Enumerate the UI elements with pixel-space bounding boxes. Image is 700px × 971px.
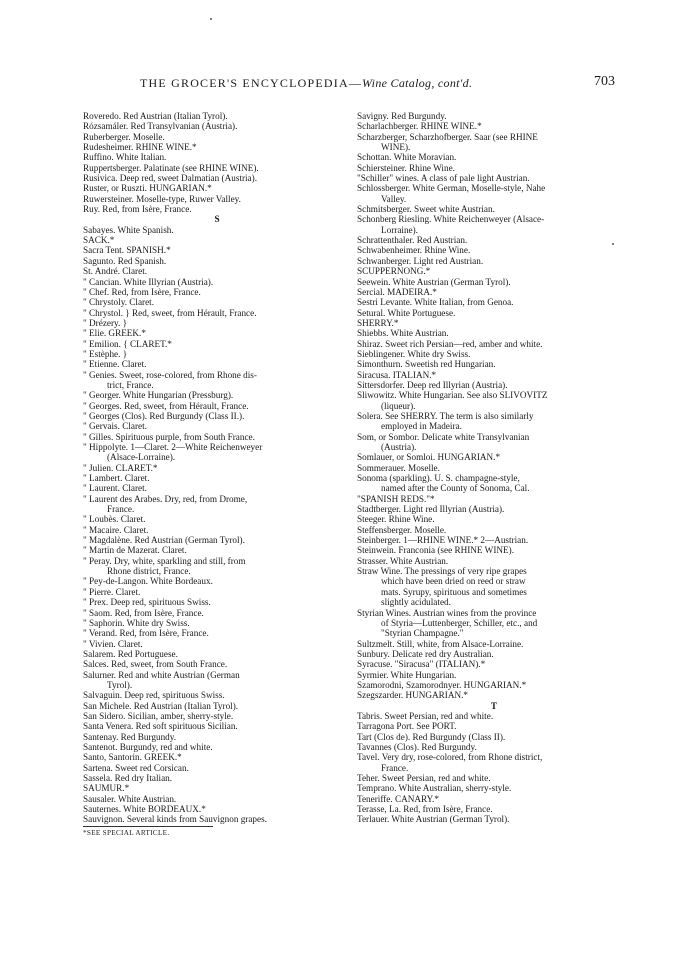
running-title: THE GROCER'S ENCYCLOPEDIA— <box>140 76 363 90</box>
entry-line: Ruster, or Ruszti. HUNGARIAN.* <box>83 183 212 194</box>
section-title: Wine Catalog, cont'd. <box>362 76 473 90</box>
entry-line: San Sidero. Sicilian, amber, sherry-style. <box>83 710 234 721</box>
entry-line: " Genies. Sweet, rose-colored, from Rhone dis- <box>83 369 257 380</box>
entry-line: Teneriffe. CANARY.* <box>357 793 439 804</box>
entry-line: "SPANISH REDS."* <box>357 493 435 504</box>
entry-line: Terasse, La. Red, from Isère, France. <box>357 804 493 815</box>
entry-line: Tavannes (Clos). Red Burgundy. <box>357 741 477 752</box>
entry-line: mats. Syrupy, spirituous and sometimes <box>381 586 527 597</box>
entry-line: " Elie. GREEK.* <box>83 328 146 339</box>
entry-line: Syrmier. White Hungarian. <box>357 669 457 680</box>
entry-line: Ruy. Red, from Isère, France. <box>83 204 192 215</box>
entry-line: Rhone district, France. <box>107 566 191 577</box>
entry-line: Santenay. Red Burgundy. <box>83 731 177 742</box>
entry-line: " Saphorin. White dry Swiss. <box>83 617 190 628</box>
section-letter: S <box>214 214 220 225</box>
entry-line: Salvaguin. Deep red, spirituous Swiss. <box>83 690 225 701</box>
entry-line: "Styrian Champagne." <box>381 628 464 639</box>
entry-line: " Cancian. White Illyrian (Austria). <box>83 276 214 287</box>
entry-line: Salces. Red, sweet, from South France. <box>83 659 228 670</box>
entry-line: which have been dried on reed or straw <box>381 576 526 587</box>
entry-line: Sassela. Red dry Italian. <box>83 773 173 783</box>
right-column <box>357 111 631 825</box>
entry-line: slightly acidulated. <box>381 597 451 608</box>
entry-line: Sunbury. Delicate red dry Australian. <box>357 648 494 659</box>
entry-line: Sultzmelt. Still, white, from Alsace-Lorraine. <box>357 638 524 649</box>
entry-line: San Michele. Red Austrian (Italian Tyrol). <box>83 700 239 711</box>
speck <box>210 18 212 20</box>
entry-line: Sabayes. White Spanish. <box>83 224 174 235</box>
entry-line: Tyrol). <box>107 679 133 690</box>
entry-line: Sercial. MADEIRA.* <box>357 286 437 297</box>
entry-line: Rózsamáler. Red Transylvanian (Austria). <box>83 121 238 132</box>
entry-line: " Chrystol. } Red, sweet, from Hérault, France. <box>83 307 257 318</box>
entry-line: Tabris. Sweet Persian, red and white. <box>357 710 494 721</box>
entry-line: Lorraine). <box>381 224 418 235</box>
page-number: 703 <box>594 74 615 89</box>
entry-line: " Martin de Mazerat. Claret. <box>83 545 187 556</box>
entry-line: Sausaler. White Austrian. <box>83 793 177 804</box>
entry-line: Sittersdorfer. Deep red Illyrian (Austria). <box>357 379 508 390</box>
speck <box>612 243 614 245</box>
entry-line: Schrattenthaler. Red Austrian. <box>357 235 468 246</box>
entry-line: Schottan. White Moravian. <box>357 152 457 163</box>
entry-line: employed in Madeira. <box>381 421 462 432</box>
entry-line: " Estèphe. } <box>83 348 128 359</box>
entry-line: Ruffino. White Italian. <box>83 152 167 163</box>
entry-line: Tavel. Very dry, rose-colored, from Rhone district, <box>357 752 543 763</box>
entry-line: France. <box>381 762 409 773</box>
entry-line: Ruwersteiner. Moselle-type, Ruwer Valley. <box>83 193 241 204</box>
entry-line: St. André. Claret. <box>83 266 148 277</box>
entry-line: Salarem. Red Portuguese. <box>83 648 178 659</box>
entry-line: Schonberg Riesling. White Reichenweyer (Alsace- <box>357 214 545 225</box>
entry-line: " Vivien. Claret. <box>83 638 143 649</box>
entry-line: Steinberger. 1—RHINE WINE.* 2—Austrian. <box>357 535 529 546</box>
entry-line: " Loubès. Claret. <box>83 514 146 525</box>
entry-line: Schwanberger. Light red Austrian. <box>357 255 484 266</box>
entry-line: Sestri Levante. White Italian, from Genoa. <box>357 297 514 308</box>
entry-line: " Gilles. Spirituous purple, from South France. <box>83 431 255 442</box>
entry-line: Syracuse. "Siracusa" (ITALIAN).* <box>357 659 486 670</box>
entry-line: Rusivica. Deep red, sweet Dalmatian (Austria). <box>83 173 257 184</box>
entry-line: Schiersteiner. Rhine Wine. <box>357 162 455 173</box>
entry-line: Szegszarder. HUNGARIAN.* <box>357 690 468 701</box>
entry-line: Schwabenheimer. Rhine Wine. <box>357 245 471 256</box>
entry-line: Santa Venera. Red soft spirituous Sicilian. <box>83 721 238 732</box>
entry-line: Steeger. Rhine Wine. <box>357 514 435 525</box>
entry-line: Szamorodni, Szamorodnyer. HUNGARIAN.* <box>357 679 527 690</box>
entry-line: " Chef. Red, from Isère, France. <box>83 286 201 297</box>
entry-line: named after the County of Sonoma, Cal. <box>381 483 530 494</box>
entry-line: " Georges. Red, sweet, from Hérault, France. <box>83 400 249 411</box>
entry-line: Somlauer, or Somloi. HUNGARIAN.* <box>357 452 501 463</box>
entry-line: Stadtberger. Light red Illyrian (Austria). <box>357 504 505 515</box>
entry-line: Som, or Sombor. Delicate white Transylvanian <box>357 431 530 442</box>
entry-line: Steffensberger. Moselle. <box>357 524 447 535</box>
entry-line: SCUPPERNONG.* <box>357 266 431 277</box>
left-column <box>83 111 351 825</box>
entry-line: " Pierre. Claret. <box>83 586 141 597</box>
entry-line: Roveredo. Red Austrian (Italian Tyrol). <box>83 111 228 121</box>
entry-line: Sonoma (sparkling). U. S. champagne-style, <box>357 473 520 484</box>
entry-line: Scharlachberger. RHINE WINE.* <box>357 121 482 132</box>
entry-line: " Georges (Clos). Red Burgundy (Class II.). <box>83 410 245 421</box>
entry-line: Schlossberger. White German, Moselle-style, Nahe <box>357 183 546 194</box>
entry-line: Simonthurn. Sweetish red Hungarian. <box>357 359 496 370</box>
entry-line: " Hippolyte. 1—Claret. 2—White Reichenweyer <box>83 442 263 452</box>
entry-line: Setural. White Portuguese. <box>357 307 456 318</box>
entry-line: Salurner. Red and white Austrian (German <box>83 669 240 680</box>
footnote: *SEE SPECIAL ARTICLE. <box>83 829 170 837</box>
entry-line: " Saom. Red, from Isère, France. <box>83 607 204 618</box>
entry-line: Temprano. White Australian, sherry-style. <box>357 783 512 794</box>
entry-line: Steinwein. Franconia (see RHINE WINE). <box>357 545 514 556</box>
entry-line: Tart (Clos de). Red Burgundy (Class II). <box>357 731 506 742</box>
entry-line: SHERRY.* <box>357 317 399 328</box>
entry-line: Savigny. Red Burgundy. <box>357 111 447 121</box>
entry-line: Sommerauer. Moselle. <box>357 462 440 473</box>
entry-line: " Chrystoly. Claret. <box>83 297 155 308</box>
entry-line: Shiraz. Sweet rich Persian—red, amber and white. <box>357 338 543 349</box>
entry-line: " Prex. Deep red, spirituous Swiss. <box>83 597 211 608</box>
entry-line: Seewein. White Austrian (German Tyrol). <box>357 276 511 287</box>
entry-line: " Drézery. } <box>83 317 128 328</box>
footnote-rule <box>83 826 213 827</box>
entry-line: (Austria). <box>381 442 417 452</box>
entry-line: Sacra Tent. SPANISH.* <box>83 245 171 256</box>
running-header <box>140 76 620 91</box>
entry-line: WINE). <box>381 142 411 153</box>
entry-line: "Schiller" wines. A class of pale light Austrian. <box>357 173 530 184</box>
entry-line: Straw Wine. The pressings of very ripe grapes <box>357 566 527 577</box>
entry-line: Santo, Santorin. GREEK.* <box>83 752 182 763</box>
entry-line: " Georger. White Hungarian (Pressburg). <box>83 390 234 401</box>
entry-line: Rudesheimer. RHINE WINE.* <box>83 142 197 153</box>
entry-line: " Macaire. Claret. <box>83 524 149 535</box>
entry-line: Siracusa. ITALIAN.* <box>357 369 437 380</box>
entry-line: Sauternes. White BORDEAUX.* <box>83 804 206 815</box>
entry-line: Solera. See SHERRY. The term is also similarly <box>357 410 534 421</box>
entry-line: Sieblingener. White dry Swiss. <box>357 348 471 359</box>
entry-line: " Laurent. Claret. <box>83 483 147 494</box>
entry-line: Schmitsberger. Sweet white Austrian. <box>357 204 495 215</box>
section-letter: T <box>490 700 498 711</box>
entry-line: Santenot. Burgundy, red and white. <box>83 741 213 752</box>
entry-line: Tarragona Port. See PORT. <box>357 721 457 732</box>
entry-line: of Styria—Luttenberger, Schiller, etc., and <box>381 617 538 628</box>
entry-line: trict, France. <box>107 379 154 390</box>
entry-line: " Emilion. { CLARET.* <box>83 338 172 349</box>
entry-line: France. <box>107 504 135 515</box>
entry-line: Teher. Sweet Persian, red and white. <box>357 773 491 783</box>
entry-line: Ruberberger. Moselle. <box>83 131 165 142</box>
entry-line: " Pey-de-Langon. White Bordeaux. <box>83 576 213 587</box>
entry-line: " Etienne. Claret. <box>83 359 147 370</box>
entry-line: Sagunto. Red Spanish. <box>83 255 167 266</box>
entry-line: " Julien. CLARET.* <box>83 462 158 473</box>
entry-line: SAUMUR.* <box>83 783 130 794</box>
entry-line: " Verand. Red, from Isère, France. <box>83 628 209 639</box>
entry-line: " Gervais. Claret. <box>83 421 147 432</box>
entry-line: Valley. <box>381 193 407 204</box>
entry-line: Sartena. Sweet red Corsican. <box>83 762 189 773</box>
entry-line: SACK.* <box>83 235 115 246</box>
entry-line: (Alsace-Lorraine). <box>107 452 176 463</box>
entry-line: Scharzberger, Scharzhofberger. Saar (see RHINE <box>357 131 538 142</box>
entry-line: Strasser. White Austrian. <box>357 555 449 566</box>
entry-line: " Laurent des Arabes. Dry, red, from Drome, <box>83 493 248 504</box>
entry-line: Shiebbs. White Austrian. <box>357 328 449 339</box>
entry-line: " Lambert. Claret. <box>83 473 150 484</box>
entry-line: (liqueur). <box>381 400 416 411</box>
entry-line: Sliwowitz. White Hungarian. See also SLIVOVITZ <box>357 390 548 401</box>
entry-line: Styrian Wines. Austrian wines from the province <box>357 607 537 618</box>
entry-line: " Magdalène. Red Austrian (German Tyrol). <box>83 535 245 546</box>
entry-line: Terlauer. White Austrian (German Tyrol). <box>357 814 510 825</box>
entry-line: " Peray. Dry, white, sparkling and still, from <box>83 555 246 566</box>
entry-line: Ruppertsberger. Palatinate (see RHINE WINE). <box>83 162 259 173</box>
entry-line: Sauvignon. Several kinds from Sauvignon grapes. <box>83 814 267 825</box>
